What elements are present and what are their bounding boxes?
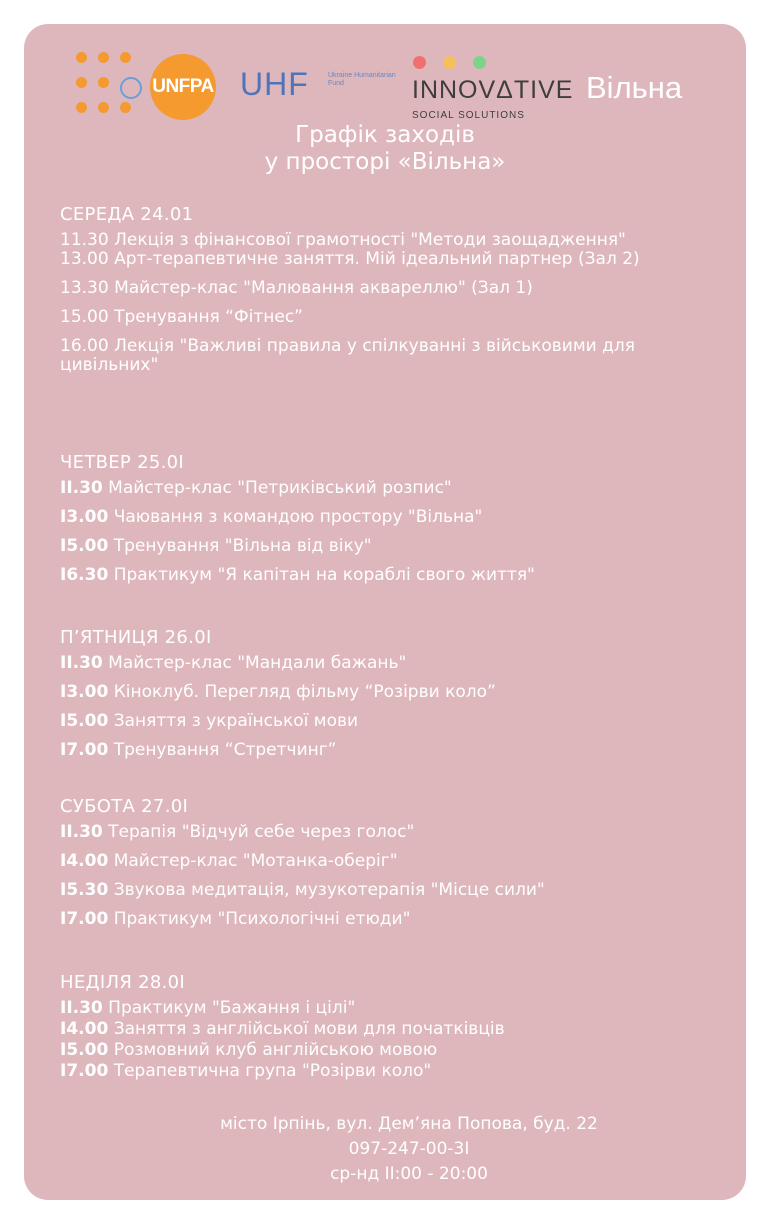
title-line-1: Графік заходів — [295, 122, 475, 148]
event-text: Практикум "Психологічні етюди" — [113, 909, 411, 929]
event-item — [60, 852, 720, 871]
event-item — [60, 279, 720, 298]
event-time: ІІ.30 — [60, 653, 103, 673]
event-time: І6.30 — [60, 565, 109, 585]
event-item — [60, 231, 720, 250]
event-item — [60, 508, 720, 527]
event-time: ІІ.30 — [60, 998, 103, 1018]
event-item — [60, 566, 720, 585]
event-time: І7.00 — [60, 740, 109, 760]
event-time: 11.30 — [60, 230, 109, 250]
event-item — [60, 823, 720, 842]
day-heading: СЕРЕДА 24.01 — [60, 204, 194, 225]
event-time: І7.00 — [60, 909, 109, 929]
event-text: Лекція "Важливі правила у спілкуванні з військовими для цивільних" — [60, 336, 635, 375]
event-time: І7.00 — [60, 1061, 109, 1081]
event-text: Терапевтична група "Розірви коло" — [113, 1061, 432, 1081]
event-time: І4.00 — [60, 1019, 109, 1039]
event-time: І5.30 — [60, 880, 109, 900]
day-block-saturday — [60, 796, 720, 939]
day-heading: П’ЯТНИЦЯ 26.0І — [60, 627, 212, 648]
unfpa-logo: UNFPA — [150, 54, 216, 120]
event-item — [60, 1020, 720, 1039]
day-heading: НЕДІЛЯ 28.0І — [60, 972, 186, 993]
event-text: Тренування “Фітнес” — [114, 307, 303, 327]
day-block-friday — [60, 627, 720, 770]
event-text: Арт-терапевтичне заняття. Мій ідеальний партнер (Зал 2) — [114, 249, 640, 269]
opening-hours: ср-нд ІІ:00 - 20:00 — [330, 1164, 488, 1184]
event-item — [60, 683, 720, 702]
event-text: Тренування "Вільна від віку" — [113, 536, 372, 556]
event-item — [60, 479, 720, 498]
event-time: І3.00 — [60, 682, 109, 702]
event-time: І5.00 — [60, 1040, 109, 1060]
event-text: Майстер-клас "Мандали бажань" — [108, 653, 407, 673]
event-time: ІІ.30 — [60, 822, 103, 842]
event-item — [60, 999, 720, 1018]
contact-footer — [204, 1112, 614, 1187]
event-text: Лекція з фінансової грамотності "Методи заощадження" — [114, 230, 626, 250]
event-text: Практикум "Я капітан на кораблі свого життя" — [113, 565, 535, 585]
day-block-sunday — [60, 972, 720, 1083]
event-item — [60, 712, 720, 731]
event-text: Розмовний клуб англійською мовою — [113, 1040, 438, 1060]
event-text: Майстер-клас "Малювання аквареллю" (Зал 1) — [114, 278, 533, 298]
event-text: Тренування “Стретчинг” — [113, 740, 337, 760]
title-line-2: у просторі «Вільна» — [264, 149, 506, 175]
vilna-logo: Вільна — [586, 70, 683, 105]
event-text: Чаювання з командою простору "Вільна" — [113, 507, 483, 527]
event-text: Практикум "Бажання і цілі" — [108, 998, 356, 1018]
event-text: Звукова медитація, музукотерапія "Місце сили" — [113, 880, 545, 900]
event-text: Кіноклуб. Перегляд фільму “Розірви коло” — [113, 682, 496, 702]
event-item — [60, 537, 720, 556]
uhf-logo: UHF — [240, 66, 309, 102]
event-item — [60, 741, 720, 760]
innovative-dots-icon — [413, 56, 493, 70]
partner-logos — [74, 38, 714, 128]
event-text: Терапія "Відчуй себе через голос" — [108, 822, 415, 842]
event-time: 13.00 — [60, 249, 109, 269]
event-item — [60, 250, 720, 269]
day-block-thursday — [60, 452, 720, 595]
day-heading: ЧЕТВЕР 25.0І — [60, 452, 184, 473]
event-text: Майстер-клас "Мотанка-оберіг" — [113, 851, 398, 871]
event-item — [60, 1041, 720, 1060]
day-heading: СУБОТА 27.0І — [60, 796, 189, 817]
innovative-logo: INNOVΔTIVE — [412, 76, 574, 104]
event-text: Заняття з англійської мови для початківців — [113, 1019, 505, 1039]
event-time: І5.00 — [60, 711, 109, 731]
event-time: І4.00 — [60, 851, 109, 871]
event-item — [60, 654, 720, 673]
address-text: місто Ірпінь, вул. Дем’яна Попова, буд. 22 — [220, 1114, 598, 1134]
innovative-logo-subtitle: SOCIAL SOLUTIONS — [412, 110, 525, 121]
un-emblem-icon — [120, 77, 142, 99]
event-time: 16.00 — [60, 336, 109, 356]
phone-number[interactable]: 097-247-00-3І — [348, 1139, 470, 1159]
event-item — [60, 881, 720, 900]
day-block-wednesday — [60, 204, 720, 385]
event-item — [60, 910, 720, 929]
event-time: ІІ.30 — [60, 478, 103, 498]
page-title — [24, 122, 746, 176]
event-time: 15.00 — [60, 307, 109, 327]
uhf-logo-subtitle: Ukraine Humanitarian Fund — [328, 72, 396, 87]
event-item — [60, 308, 720, 327]
event-time: І3.00 — [60, 507, 109, 527]
event-item — [60, 337, 720, 375]
event-text: Майстер-клас "Петриківський розпис" — [108, 478, 452, 498]
schedule-card — [24, 24, 746, 1200]
event-time: І5.00 — [60, 536, 109, 556]
event-time: 13.30 — [60, 278, 109, 298]
event-item — [60, 1062, 720, 1081]
event-text: Заняття з української мови — [113, 711, 359, 731]
